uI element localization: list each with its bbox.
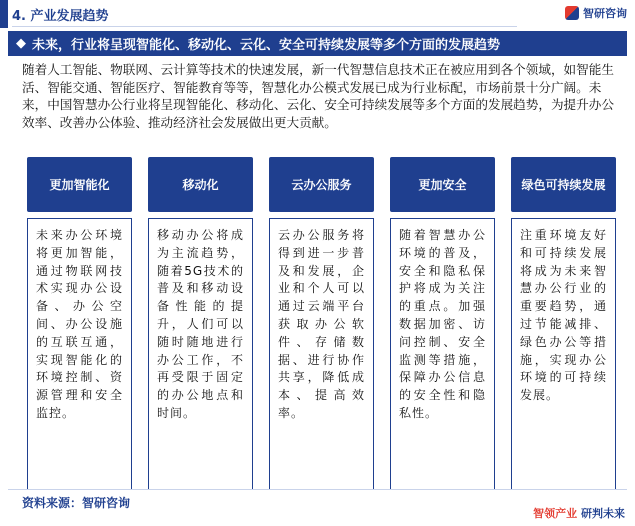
trend-description: 未来办公环境将更加智能，通过物联网技术实现办公设备、办公空间、办公设施的互联互通，实现智能化的环境控制、资源管理和安全监控。 — [27, 218, 132, 490]
trend-title: 更加智能化 — [27, 157, 132, 212]
logo-text: 智研咨询 — [583, 7, 627, 20]
headline-banner — [8, 31, 627, 56]
logo-icon — [565, 6, 579, 20]
slogan — [533, 505, 625, 521]
trend-description: 注重环境友好和可持续发展将成为未来智慧办公行业的重要趋势，通过节能减排、绿色办公等措施，实现办公环境的可持续发展。 — [511, 218, 616, 490]
header-divider — [12, 26, 517, 27]
footer-divider — [8, 489, 627, 490]
accent-bar — [0, 0, 8, 28]
source-note: 资料来源：智研咨询 — [22, 496, 131, 510]
trend-column-security — [390, 157, 495, 490]
trend-title: 更加安全 — [390, 157, 495, 212]
intro-paragraph: 随着人工智能、物联网、云计算等技术的快速发展，新一代智慧信息技术正在被应用到各个领域，如智能生活、智能交通、智能医疗、智能教育等等，智慧化办公模式发展已成为行业标配，市场前景十分广阔。未来，中国智慧办公行业将呈现智能化、移动化、云化、安全可持续发展等多个方面的发展趋势，为提升办公效率、改善办公体验、推动经济社会发展做出更大贡献。 — [22, 62, 614, 130]
banner-title: 未来，行业将呈现智能化、移动化、云化、安全可持续发展等多个方面的发展趋势 — [32, 38, 501, 53]
top-bar — [0, 0, 635, 28]
trend-column-intelligent — [27, 157, 132, 490]
trend-column-mobile — [148, 157, 253, 490]
trend-description: 云办公服务将得到进一步普及和发展，企业和个人可以通过云端平台获取办公软件、存储数据、进行协作共享，降低成本、提高效率。 — [269, 218, 374, 490]
logo — [565, 5, 627, 21]
section-title: 4. 产业发展趋势 — [12, 9, 109, 24]
trend-title: 绿色可持续发展 — [511, 157, 616, 212]
trend-column-cloud — [269, 157, 374, 490]
trend-title: 云办公服务 — [269, 157, 374, 212]
trend-description: 随着智慧办公环境的普及，安全和隐私保护将成为关注的重点。加强数据加密、访问控制、安全监测等措施，保障办公信息的安全性和隐私性。 — [390, 218, 495, 490]
diamond-icon: ◆ — [16, 36, 26, 51]
trend-description: 移动办公将成为主流趋势，随着5G技术的普及和移动设备性能的提升，人们可以随时随地进行办公工作，不再受限于固定的办公地点和时间。 — [148, 218, 253, 490]
trend-title: 移动化 — [148, 157, 253, 212]
trend-column-green — [511, 157, 616, 490]
slogan-part-1: 智领产业 — [533, 507, 578, 520]
slogan-part-2: 研判未来 — [581, 507, 625, 520]
